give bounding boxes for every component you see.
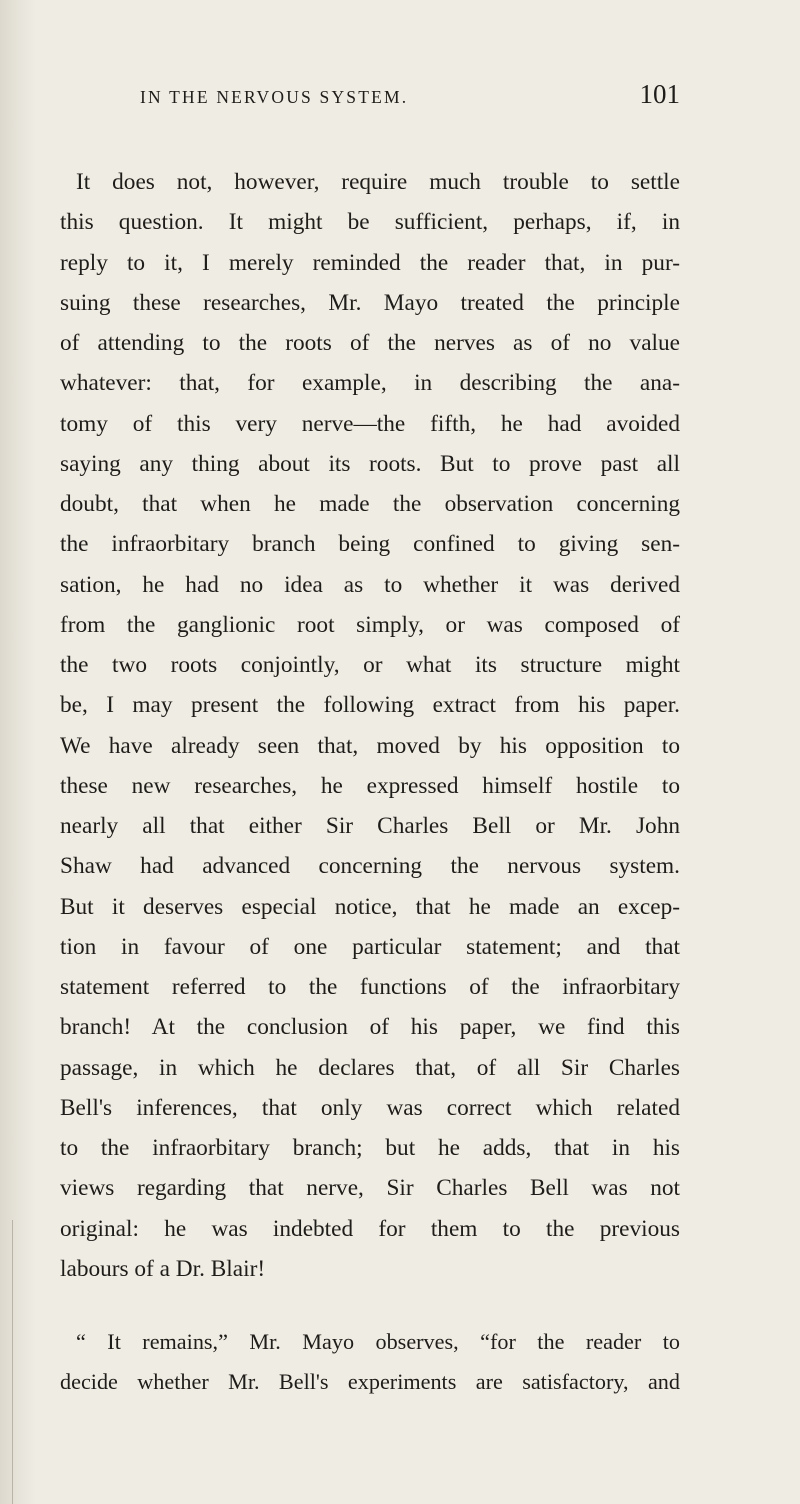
text-line: reply to it, I merely reminded the reader that, in pur- — [60, 249, 680, 276]
text-line: “ It remains,” Mr. Mayo observes, “for the reader to — [76, 1329, 680, 1354]
text-line: whatever: that, for example, in describing the ana- — [60, 370, 680, 397]
page-number: 101 — [639, 79, 680, 109]
text-line: branch! At the conclusion of his paper, we find this — [60, 1014, 680, 1041]
text-line: of attending to the roots of the nerves as of no value — [60, 330, 680, 356]
text-line: original: he was indebted for them to the previous — [60, 1215, 680, 1242]
text-line: But it deserves especial notice, that he made an excep- — [60, 893, 680, 920]
text-line: decide whether Mr. Bell's experiments are satisfactory, and — [60, 1369, 680, 1395]
text-line: passage, in which he declares that, of all Sir Charles — [60, 1054, 680, 1081]
text-line: nearly all that either Sir Charles Bell or Mr. John — [60, 813, 680, 839]
running-title: IN THE NERVOUS SYSTEM. — [140, 87, 409, 107]
text-line: Bell's inferences, that only was correct which related — [60, 1094, 680, 1121]
text-line: be, I may present the following extract from his paper. — [60, 692, 680, 719]
text-line: Shaw had advanced concerning the nervous system. — [60, 853, 680, 880]
text-line: to the infraorbitary branch; but he adds, that in his — [60, 1135, 680, 1161]
text-line: labours of a Dr. Blair! — [60, 1255, 266, 1282]
paragraph — [60, 1322, 680, 1403]
text-line: the two roots conjointly, or what its structure might — [60, 652, 680, 678]
running-head — [140, 77, 680, 115]
text-line: tion in favour of one particular statement; and that — [60, 933, 680, 960]
text-line: saying any thing about its roots. But to prove past all — [60, 450, 680, 477]
text-line: the infraorbitary branch being confined to giving sen- — [60, 531, 680, 558]
text-line: sation, he had no idea as to whether it was derived — [60, 571, 680, 598]
text-line: views regarding that nerve, Sir Charles Bell was not — [60, 1175, 680, 1202]
text-line: this question. It might be sufficient, perhaps, if, in — [60, 209, 680, 236]
text-line: suing these researches, Mr. Mayo treated the principle — [60, 289, 680, 316]
text-line: these new researches, he expressed himself hostile to — [60, 772, 680, 799]
text-line: doubt, that when he made the observation concerning — [60, 491, 680, 517]
body-text — [60, 162, 680, 1403]
gutter-line — [12, 1220, 13, 1504]
text-line: It does not, however, require much trouble to settle — [76, 169, 680, 195]
text-line: We have already seen that, moved by his opposition to — [60, 732, 680, 759]
text-line: tomy of this very nerve—the fifth, he had avoided — [60, 410, 680, 437]
paragraph — [60, 162, 680, 1289]
text-line: statement referred to the functions of the infraorbitary — [60, 974, 680, 1000]
page-gutter-shadow — [0, 0, 36, 1504]
text-line: from the ganglionic root simply, or was composed of — [60, 611, 680, 638]
